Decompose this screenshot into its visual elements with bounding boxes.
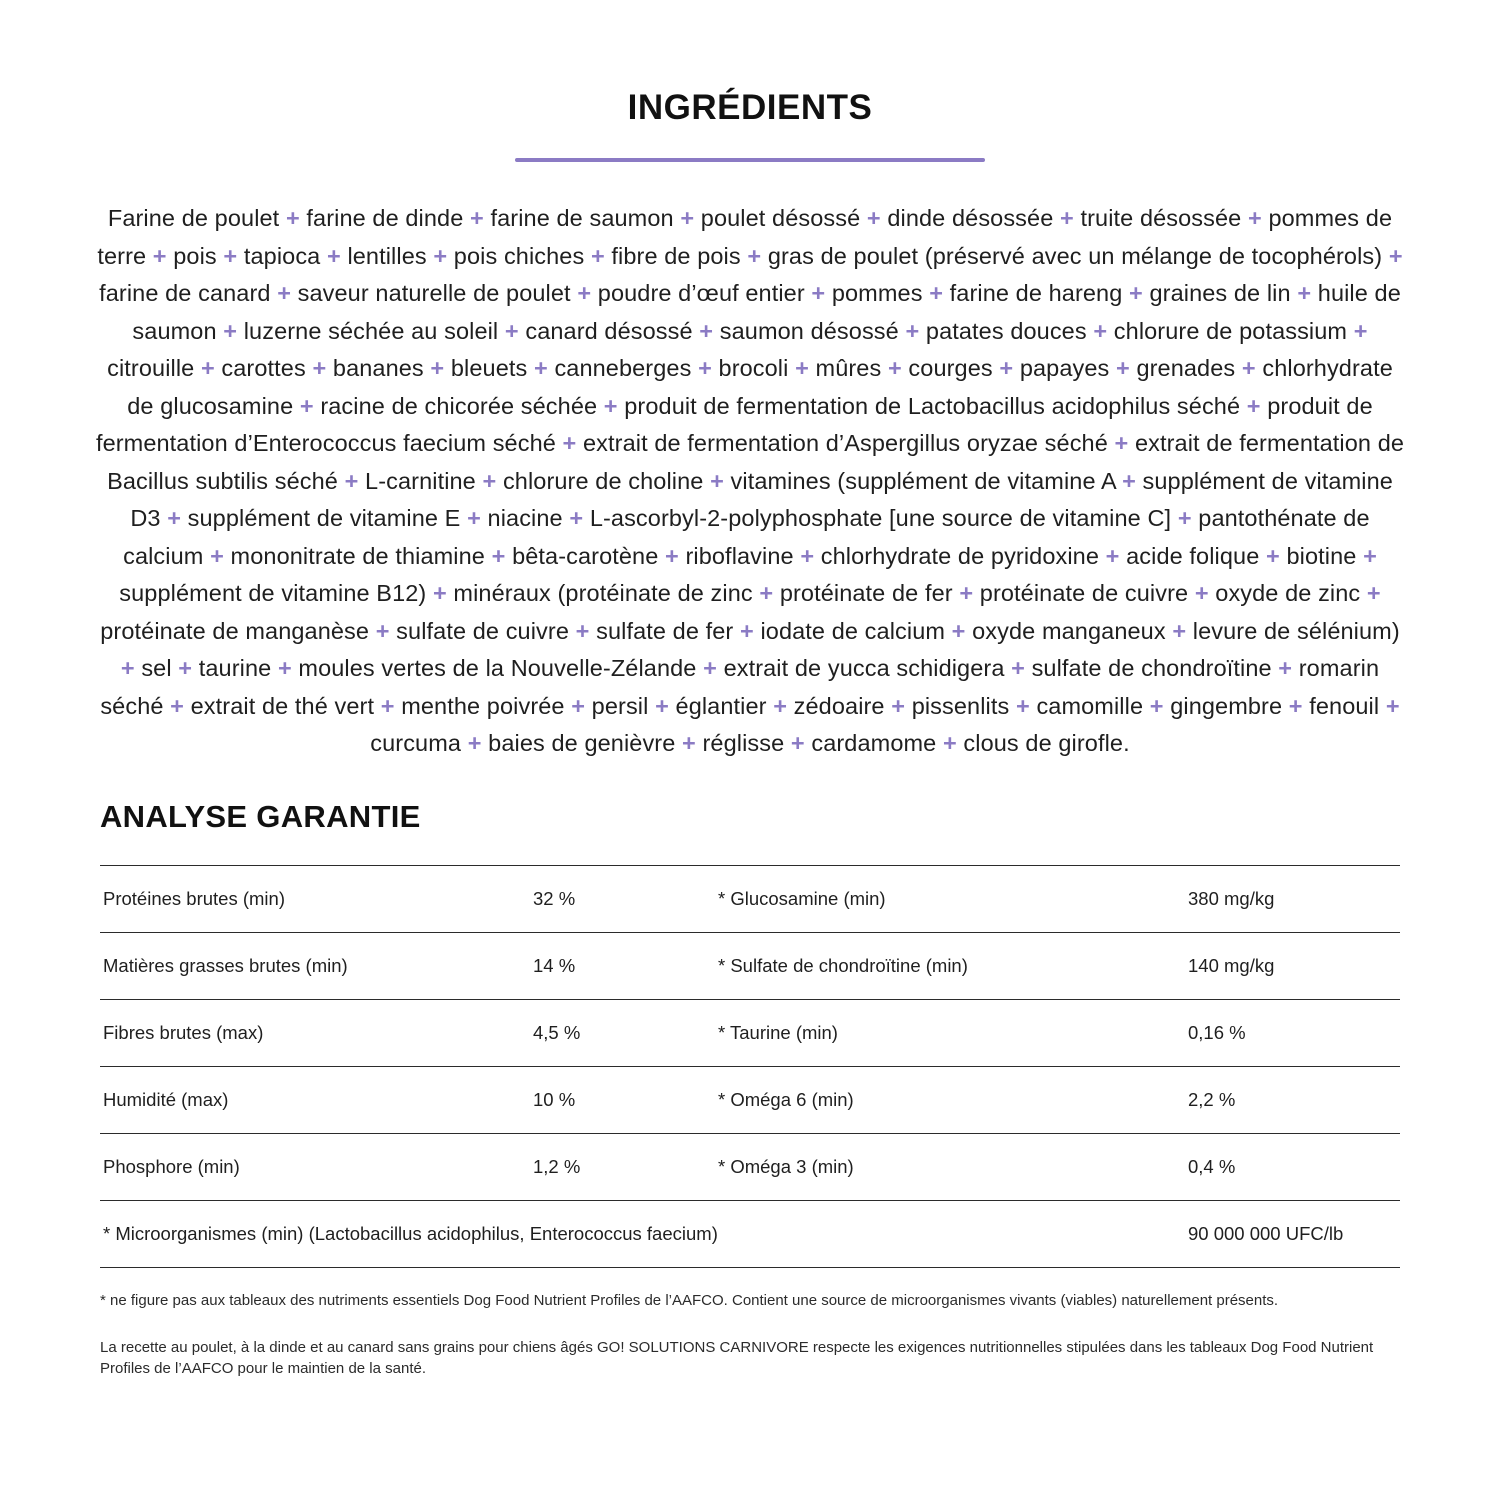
ingredient-separator-plus: + (433, 242, 448, 269)
ingredient-separator-plus: + (887, 355, 902, 381)
ingredient-separator-plus: + (1114, 430, 1129, 456)
table-row (100, 999, 1400, 1066)
nutrient-value-left: 14 % (533, 932, 718, 999)
ingredient-separator-plus: + (1093, 317, 1108, 344)
nutrient-label-right: * Taurine (min) (718, 999, 1188, 1066)
ingredient-separator-plus: + (1172, 617, 1187, 644)
ingredient-separator-plus: + (1363, 542, 1377, 569)
ingredient-separator-plus: + (655, 692, 669, 719)
ingredient-separator-plus: + (1385, 692, 1400, 719)
ingredient-separator-plus: + (590, 242, 605, 269)
ingredient-separator-plus: + (277, 655, 292, 681)
ingredient-separator-plus: + (891, 692, 906, 719)
ingredient-separator-plus: + (866, 205, 881, 231)
nutrient-label-left: Protéines brutes (min) (100, 865, 533, 932)
nutrient-value-left: 32 % (533, 865, 718, 932)
nutrient-label-left: Humidité (max) (100, 1066, 533, 1133)
ingredient-separator-plus: + (1194, 580, 1209, 606)
nutrient-value-left: 1,2 % (533, 1133, 718, 1200)
ingredient-separator-plus: + (1278, 655, 1293, 681)
ingredient-separator-plus: + (698, 355, 712, 381)
ingredient-separator-plus: + (1149, 692, 1164, 719)
ingredient-separator-plus: + (223, 317, 238, 344)
ingredient-separator-plus: + (1015, 692, 1030, 719)
table-row (100, 1066, 1400, 1133)
ingredient-separator-plus: + (200, 355, 215, 381)
table-row (100, 1133, 1400, 1200)
ingredient-separator-plus: + (703, 655, 717, 681)
ingredient-separator-plus: + (1122, 467, 1136, 494)
ingredient-separator-plus: + (905, 317, 920, 344)
nutrient-label-right: * Glucosamine (min) (718, 865, 1188, 932)
ingredient-separator-plus: + (167, 505, 182, 531)
nutrient-value-right: 140 mg/kg (1188, 932, 1400, 999)
ingredient-separator-plus: + (467, 730, 482, 756)
table-row (100, 932, 1400, 999)
nutrient-label-left: Matières grasses brutes (min) (100, 932, 533, 999)
ingredient-separator-plus: + (375, 617, 390, 644)
ingredient-separator-plus: + (482, 467, 497, 494)
ingredient-separator-plus: + (120, 655, 135, 681)
ingredient-separator-plus: + (1116, 355, 1130, 381)
table-row (100, 865, 1400, 932)
ingredient-separator-plus: + (491, 542, 506, 569)
ingredient-separator-plus: + (344, 467, 359, 494)
nutrient-value-right: 0,16 % (1188, 999, 1400, 1066)
nutrient-value-right: 2,2 % (1188, 1066, 1400, 1133)
ingredient-separator-plus: + (603, 392, 618, 419)
ingredient-separator-plus: + (699, 317, 714, 344)
ingredient-separator-plus: + (569, 505, 584, 531)
ingredient-separator-plus: + (533, 355, 548, 381)
ingredient-separator-plus: + (773, 692, 788, 719)
ingredient-separator-plus: + (1177, 505, 1192, 531)
ingredient-separator-plus: + (759, 580, 774, 606)
ingredient-separator-plus: + (577, 280, 592, 306)
ingredient-separator-plus: + (504, 317, 519, 344)
ingredient-separator-plus: + (1011, 655, 1025, 681)
ingredient-separator-plus: + (1105, 542, 1120, 569)
ingredient-separator-plus: + (747, 242, 762, 269)
ingredient-separator-plus: + (800, 542, 815, 569)
ingredient-separator-plus: + (170, 692, 184, 719)
ingredients-paragraph: Farine de poulet + farine de dinde + farine de saumon + poulet désossé + dinde désossée + truite désossée + pommes de terre + pois + tapioca + lentilles + pois chiches + fibre de pois + gras de poulet (préservé avec un mélange de tocophérols) + farine de canard + saveur naturelle de poulet + poudre d’œuf entier + pommes + farine de hareng + graines de lin + huile de saumon + luzerne séchée au soleil + canard désossé + saumon désossé + patates douces + chlorure de potassium + citrouille + carottes + bananes + bleuets + canneberges + brocoli + mûres + courges + papayes + grenades + chlorhydrate de glucosamine + racine de chicorée séchée + produit de fermentation de Lactobacillus acidophilus séché + produit de fermentation d’Enterococcus faecium séché + extrait de fermentation d’Aspergillus oryzae séché + extrait de fermentation de Bacillus subtilis séché + L-carnitine + chlorure de choline + vitamines (supplément de vitamine A + supplément de vitamine D3 + supplément de vitamine E + niacine + L-ascorbyl-2-polyphosphate [une source de vitamine C] + pantothénate de calcium + mononitrate de thiamine + bêta-carotène + riboflavine + chlorhydrate de pyridoxine + acide folique + biotine + supplément de vitamine B12) + minéraux (protéinate de zinc + protéinate de fer + protéinate de cuivre + oxyde de zinc + protéinate de manganèse + sulfate de cuivre + sulfate de fer + iodate de calcium + oxyde manganeux + levure de sélénium) + sel + taurine + moules vertes de la Nouvelle-Zélande + extrait de yucca schidigera + sulfate de chondroïtine + romarin séché + extrait de thé vert + menthe poivrée + persil + églantier + zédoaire + pissenlits + camomille + gingembre + fenouil + curcuma + baies de genièvre + réglisse + cardamome + clous de girofle. (95, 205, 1405, 756)
ingredient-separator-plus: + (432, 580, 447, 606)
ingredient-separator-plus: + (929, 280, 944, 306)
ingredient-separator-plus: + (1246, 392, 1261, 419)
ingredient-separator-plus: + (326, 242, 341, 269)
ingredient-separator-plus: + (210, 542, 224, 569)
ingredient-separator-plus: + (467, 505, 481, 531)
ingredient-separator-plus: + (562, 430, 577, 456)
nutrient-label-left: Phosphore (min) (100, 1133, 533, 1200)
ingredient-separator-plus: + (1388, 242, 1403, 269)
microorganisms-label: * Microorganismes (min) (Lactobacillus acidophilus, Enterococcus faecium) (100, 1200, 1188, 1267)
ingredient-separator-plus: + (277, 280, 292, 306)
ingredient-separator-plus: + (682, 730, 696, 756)
microorganisms-value: 90 000 000 UFC/lb (1188, 1200, 1400, 1267)
nutrient-label-right: * Sulfate de chondroïtine (min) (718, 932, 1188, 999)
table-row-microorganisms (100, 1200, 1400, 1267)
ingredient-separator-plus: + (1353, 317, 1368, 344)
footnote-aafco-asterisk: * ne figure pas aux tableaux des nutriments essentiels Dog Food Nutrient Profiles de l’AAFCO. Contient une source de microorganismes vivants (viables) naturellement présents. (100, 1291, 1279, 1309)
ingredient-separator-plus: + (1247, 205, 1262, 231)
ingredient-separator-plus: + (811, 280, 826, 306)
ingredient-separator-plus: + (152, 242, 167, 269)
ingredient-separator-plus: + (795, 355, 809, 381)
ingredient-separator-plus: + (1129, 280, 1143, 306)
ingredient-separator-plus: + (959, 580, 974, 606)
ingredient-separator-plus: + (665, 542, 679, 569)
ingredient-separator-plus: + (1366, 580, 1381, 606)
ingredient-separator-plus: + (571, 692, 586, 719)
ingredient-separator-plus: + (680, 205, 695, 231)
ingredient-separator-plus: + (299, 392, 314, 419)
ingredient-separator-plus: + (942, 730, 957, 756)
nutrient-label-right: * Oméga 6 (min) (718, 1066, 1188, 1133)
ingredient-separator-plus: + (1266, 542, 1280, 569)
ingredient-separator-plus: + (1060, 205, 1074, 231)
ingredient-separator-plus: + (790, 730, 805, 756)
nutrient-value-left: 4,5 % (533, 999, 718, 1066)
ingredient-separator-plus: + (575, 617, 590, 644)
ingredient-separator-plus: + (951, 617, 966, 644)
ingredient-separator-plus: + (710, 467, 724, 494)
nutrient-value-right: 0,4 % (1188, 1133, 1400, 1200)
guaranteed-analysis-heading: ANALYSE GARANTIE (100, 798, 421, 834)
ingredient-separator-plus: + (223, 242, 238, 269)
ingredient-separator-plus: + (312, 355, 327, 381)
nutrient-value-right: 380 mg/kg (1188, 865, 1400, 932)
nutrient-label-right: * Oméga 3 (min) (718, 1133, 1188, 1200)
ingredient-separator-plus: + (999, 355, 1014, 381)
ingredient-separator-plus: + (740, 617, 754, 644)
page-title: INGRÉDIENTS (627, 88, 873, 127)
ingredient-separator-plus: + (178, 655, 193, 681)
ingredient-separator-plus: + (380, 692, 395, 719)
ingredient-separator-plus: + (1288, 692, 1303, 719)
ingredient-separator-plus: + (285, 205, 300, 231)
footnote-aafco-statement: La recette au poulet, à la dinde et au canard sans grains pour chiens âgés GO! SOLUTIONS CARNIVORE respecte les exigences nutritionnelles stipulées dans les tableaux Dog Food Nutrient Profiles de l’AAFCO pour le maintien de la santé. (100, 1338, 1374, 1377)
ingredient-separator-plus: + (1297, 280, 1312, 306)
nutrient-label-left: Fibres brutes (max) (100, 999, 533, 1066)
ingredient-separator-plus: + (430, 355, 445, 381)
guaranteed-analysis-table (100, 865, 1400, 1268)
ingredient-separator-plus: + (1241, 355, 1256, 381)
title-divider (515, 158, 985, 162)
ingredient-separator-plus: + (470, 205, 484, 231)
nutrient-value-left: 10 % (533, 1066, 718, 1133)
